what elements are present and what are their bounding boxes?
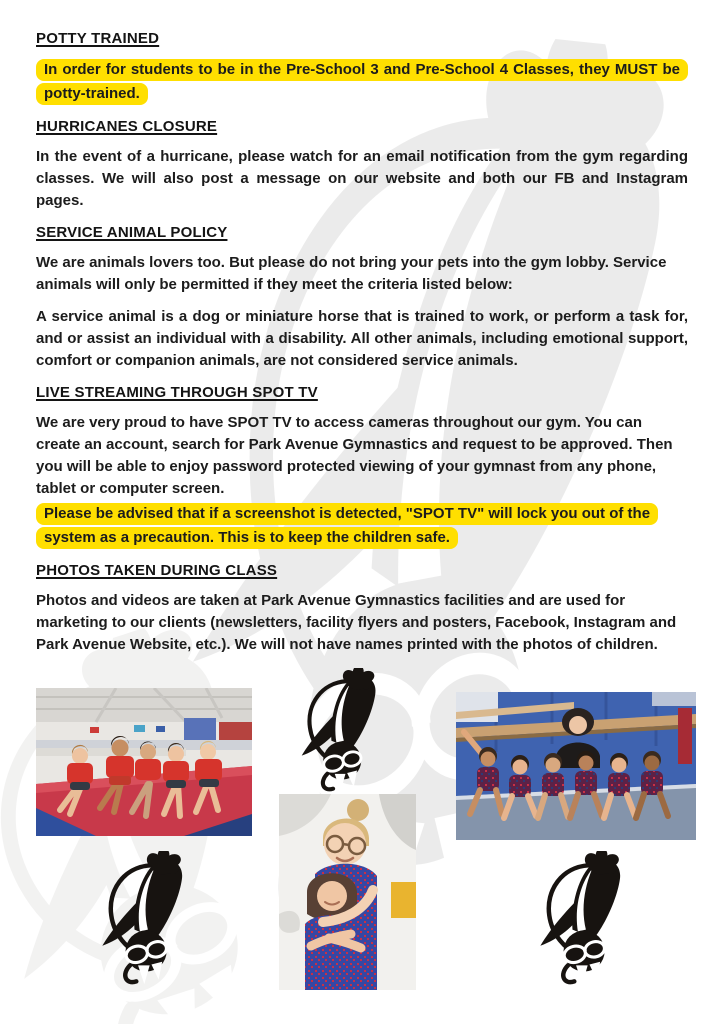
penguin-mascot-icon bbox=[92, 851, 202, 985]
paragraph: In the event of a hurricane, please watch for an email notification from the gym regarding classes. We will also post a message on our website and both our FB and Instagram pages. bbox=[36, 148, 688, 209]
highlight-text: In order for students to be in the Pre-School 3 and Pre-School 4 Classes, they MUST be potty-trained. bbox=[36, 59, 688, 105]
section-heading: HURRICANES CLOSURE bbox=[36, 118, 218, 135]
highlighted-notice bbox=[36, 58, 688, 106]
section-heading: PHOTOS TAKEN DURING CLASS bbox=[36, 562, 278, 579]
paragraph: We are very proud to have SPOT TV to access cameras throughout our gym. You can create an account, search for Park Avenue Gymnastics and request to be approved. Then you will be able to enjoy password protected viewing of your gymnast from any phone, tablet or computer screen. bbox=[36, 414, 673, 497]
highlighted-notice bbox=[36, 502, 688, 550]
paragraph: A service animal is a dog or miniature horse that is trained to work, or perform a task for, and or assist an individual with a disability. All other animals, including emotional support, comfort or companion animals, are not considered service animals. bbox=[36, 308, 688, 369]
section-heading: LIVE STREAMING THROUGH SPOT TV bbox=[36, 384, 318, 401]
section-service-animal-policy bbox=[36, 222, 688, 372]
paragraph: Photos and videos are taken at Park Avenue Gymnastics facilities and are used for marketing to our clients (newsletters, facility flyers and posters, Facebook, Instagram and Park Avenue Website, etc.). We will not have names printed with the photos of children. bbox=[36, 592, 677, 653]
section-heading: POTTY TRAINED bbox=[36, 30, 160, 47]
section-heading: SERVICE ANIMAL POLICY bbox=[36, 224, 228, 241]
section-hurricanes-closure bbox=[36, 116, 688, 212]
section-photos-taken-during-class bbox=[36, 560, 688, 656]
photo-leotard-team bbox=[456, 692, 696, 840]
photo-red-team bbox=[36, 688, 252, 836]
photo-collage bbox=[0, 666, 724, 1024]
paragraph: We are animals lovers too. But please do not bring your pets into the gym lobby. Service animals will only be permitted if they meet the criteria listed below: bbox=[36, 254, 667, 293]
penguin-mascot-icon bbox=[293, 668, 393, 792]
highlight-text: Please be advised that if a screenshot is detected, "SPOT TV" will lock you out of the system as a precaution. This is to keep the children safe. bbox=[36, 503, 658, 549]
section-potty-trained bbox=[36, 28, 688, 106]
section-live-streaming-spot-tv bbox=[36, 382, 688, 550]
photo-hugging-girls bbox=[279, 794, 416, 990]
penguin-mascot-icon bbox=[530, 851, 640, 985]
